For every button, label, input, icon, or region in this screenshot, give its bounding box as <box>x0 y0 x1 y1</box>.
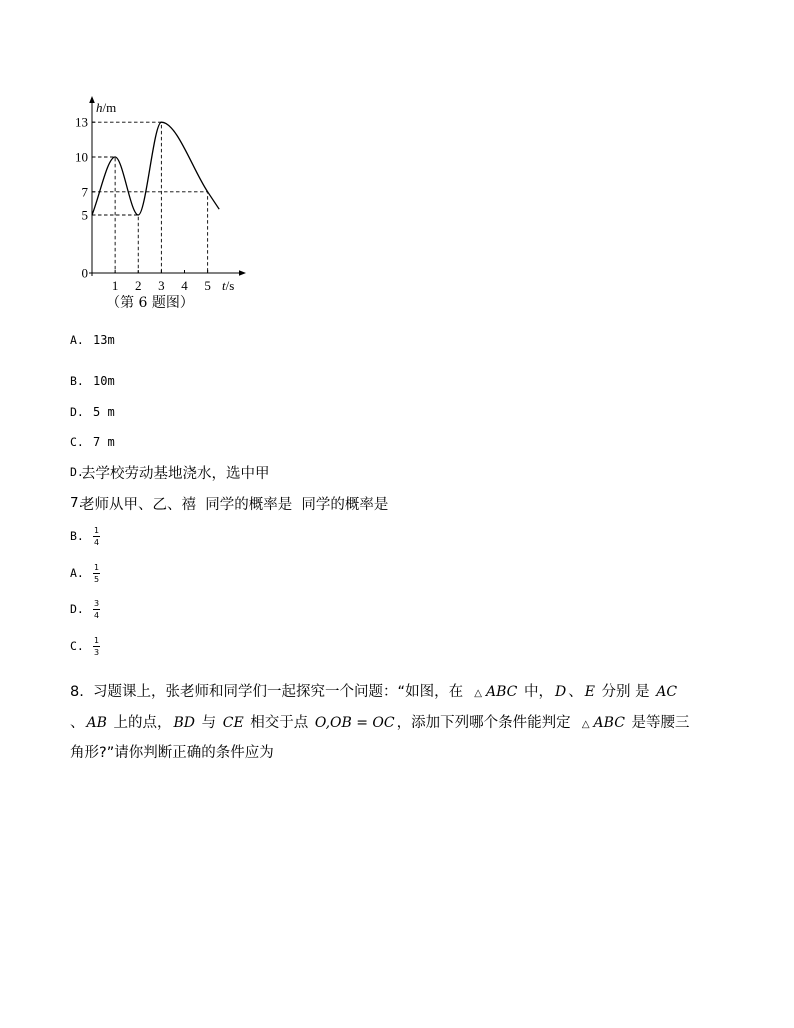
q6-option-b <box>70 372 115 390</box>
q7-option-b <box>70 524 100 548</box>
guide-line <box>92 122 161 273</box>
q7-option-a <box>70 561 100 585</box>
option-letter: A. <box>70 333 84 347</box>
q6-option-c <box>70 433 115 451</box>
guide-line <box>92 192 208 273</box>
option-letter: D. <box>70 465 84 479</box>
question-text: 是等腰三 <box>626 715 690 731</box>
y-tick-label: 10 <box>75 149 88 165</box>
math-expression: E <box>584 684 595 700</box>
curve-layer <box>92 122 219 215</box>
question-7-stem <box>70 493 388 513</box>
triangle-symbol: △ <box>581 719 590 730</box>
axes <box>89 96 246 276</box>
question-text: 与 <box>197 715 221 731</box>
x-tick-label: 1 <box>111 278 119 293</box>
fraction-numerator: 1 <box>94 635 100 645</box>
math-expression: ABC <box>593 715 625 731</box>
y-axis-arrow <box>89 96 95 103</box>
question-text: 上的点， <box>108 715 172 731</box>
question-number: 8. <box>70 684 84 700</box>
option-letter: A. <box>70 566 84 580</box>
option-text: 去学校劳动基地浇水，选中甲 <box>81 465 270 482</box>
fraction <box>93 563 100 584</box>
y-tick-label: 5 <box>81 207 88 223</box>
x-axis-unit: /s <box>225 278 235 293</box>
question-text: 、 <box>568 684 583 700</box>
question-text: 、 <box>70 715 85 731</box>
question-text: 相交于点 <box>245 715 313 731</box>
question-text: ，添加下列哪个条件能判定 <box>396 715 580 731</box>
x-tick-label: 2 <box>135 278 142 293</box>
fraction-denominator: 4 <box>94 610 100 620</box>
x-tick-label: 5 <box>204 278 211 293</box>
question-text: 中， <box>519 684 553 700</box>
question-text: 习题课上，张老师和同学们一起探究一个问题：“如图，在 <box>83 684 473 700</box>
question-8-line <box>70 742 760 764</box>
triangle-symbol: △ <box>474 688 482 699</box>
option-letter: C. <box>70 639 84 653</box>
q6-option-d <box>70 403 115 421</box>
question-text: 分别 是 <box>596 684 655 700</box>
fraction <box>93 526 100 547</box>
math-expression: AB <box>86 715 107 731</box>
y-axis-label <box>96 100 116 115</box>
question-8-line <box>70 681 760 703</box>
x-axis-variable: t <box>222 278 226 293</box>
question-8-line <box>70 712 760 734</box>
function-graph <box>70 95 255 315</box>
math-expression: CE <box>222 715 244 731</box>
q6-option-a <box>70 331 115 349</box>
option-value: 13m <box>93 333 115 347</box>
guide-lines <box>92 122 208 273</box>
y-axis-variable: h <box>96 100 103 115</box>
option-letter: C. <box>70 435 84 449</box>
fraction-numerator: 1 <box>94 562 100 572</box>
math-expression: O,OB = OC <box>314 715 395 731</box>
option-d-extra <box>70 462 270 482</box>
x-axis-label <box>222 278 234 293</box>
question-number: 7. <box>70 495 83 511</box>
option-letter: D. <box>70 405 84 419</box>
math-expression: BD <box>173 715 196 731</box>
q7-option-c <box>70 634 100 658</box>
option-letter: B. <box>70 374 84 388</box>
math-expression: AC <box>656 684 678 700</box>
x-tick-label: 4 <box>181 278 188 293</box>
question-text: 老师从甲、乙、禧 同学的概率是 同学的概率是 <box>80 496 389 513</box>
y-tick-label: 7 <box>81 184 88 200</box>
option-letter: D. <box>70 602 84 616</box>
fraction-numerator: 3 <box>94 598 100 608</box>
x-axis-arrow <box>239 270 246 276</box>
option-value: 5 m <box>93 405 115 419</box>
fraction-denominator: 5 <box>94 574 100 584</box>
figure-caption: （第 6 题图） <box>106 295 194 311</box>
option-letter: B. <box>70 529 84 543</box>
option-value: 10m <box>93 374 115 388</box>
y-tick-label: 0 <box>81 265 88 281</box>
curve-line <box>92 122 219 215</box>
fraction-numerator: 1 <box>94 525 100 535</box>
option-value: 7 m <box>93 435 115 449</box>
y-tick-label: 13 <box>75 114 88 130</box>
fraction-denominator: 4 <box>94 537 100 547</box>
question-text: 角形?”请你判断正确的条件应为 <box>70 745 274 761</box>
y-axis-unit: /m <box>102 100 117 115</box>
q7-option-d <box>70 597 100 621</box>
x-tick-label: 3 <box>158 278 165 293</box>
math-expression: D <box>554 684 567 700</box>
fraction <box>93 636 100 657</box>
fraction-denominator: 3 <box>94 647 100 657</box>
math-expression: ABC <box>486 684 518 700</box>
fraction <box>93 599 100 620</box>
